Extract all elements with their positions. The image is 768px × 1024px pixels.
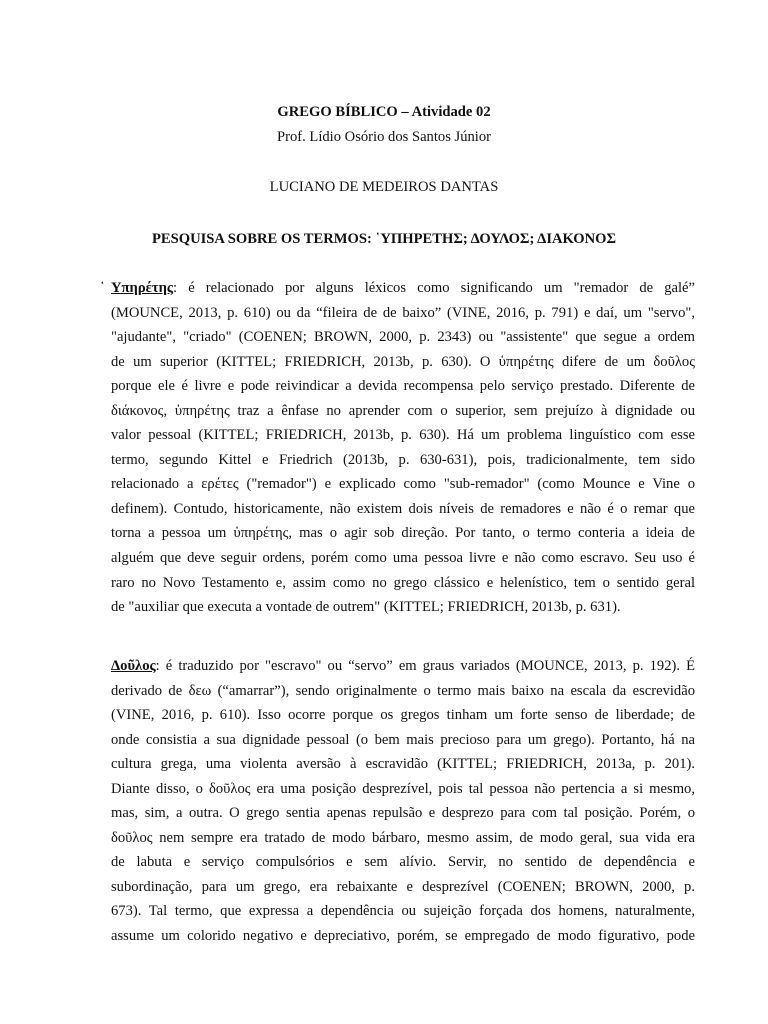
paragraph-line: onde consistia a sua dignidade pessoal (o bem mais precioso para um grego). Portanto, há na bbox=[111, 731, 695, 748]
paragraph-line: valor pessoal (KITTEL; FRIEDRICH, 2013b, p. 630). Há um problema linguístico com esse bbox=[111, 427, 695, 444]
paragraph-line: de um superior (KITTEL; FRIEDRICH, 2013b, p. 630). O ὑπηρέτης difere de um δοῦλος bbox=[111, 353, 695, 370]
paragraph-line: de labuta e serviço compulsórios e sem alívio. Servir, no sentido de dependência e bbox=[111, 854, 695, 871]
rough-breathing-mark: ῾ bbox=[100, 280, 105, 296]
paragraph-line: alguém que deve seguir ordens, porém como uma pessoa livre e não como escravo. Seu uso é bbox=[111, 550, 695, 567]
paragraph-line: (MOUNCE, 2013, p. 610) ou da “fileira de de baixo” (VINE, 2016, p. 791) e daí, um "servo", bbox=[111, 304, 695, 321]
section-hyperetes bbox=[100, 276, 695, 620]
paragraph-line: assume um colorido negativo e depreciativo, porém, se empregado de modo figurativo, pode bbox=[111, 928, 695, 945]
paragraph-line bbox=[100, 276, 695, 301]
paragraph-line: relacionado a ερέτες ("remador") e explicado como "sub-remador" (como Mounce e Vine o bbox=[111, 476, 695, 493]
paragraph-line: mas, sim, a outra. O grego sentia apenas repulsão e desprezo para com tal posição. Porém, o bbox=[111, 805, 695, 822]
paragraph-line: definem). Contudo, historicamente, não existem dois níveis de remadores e não é o remar que bbox=[111, 500, 695, 517]
paragraph-line: subordinação, para um grego, era rebaixante e desprezível (COENEN; BROWN, 2000, p. bbox=[111, 878, 695, 895]
paragraph-line: porque ele é livre e pode reivindicar a devida recompensa pelo serviço prestado. Diferente de bbox=[111, 378, 695, 395]
paragraph-line: raro no Novo Testamento e, assim como no grego clássico e helenístico, tem o sentido geral bbox=[111, 574, 695, 591]
paragraph-line: "ajudante", "criado" (COENEN; BROWN, 2000, p. 2343) ou "assistente" que segue a ordem bbox=[111, 329, 695, 346]
section-doulos bbox=[111, 654, 695, 949]
paragraph-line: 673). Tal termo, que expressa a dependência ou sujeição forçada dos homens, naturalmente, bbox=[111, 903, 695, 920]
paragraph-line: (VINE, 2016, p. 610). Isso ocorre porque os gregos tinham um forte senso de liberdade; de bbox=[111, 707, 695, 724]
paragraph-line bbox=[111, 654, 695, 679]
document-title: GREGO BÍBLICO – Atividade 02 bbox=[277, 104, 491, 120]
student-name: LUCIANO DE MEDEIROS DANTAS bbox=[269, 179, 499, 195]
professor-name: Prof. Lídio Osório dos Santos Júnior bbox=[276, 129, 492, 145]
paragraph-line: derivado de δεω (“amarrar”), sendo originalmente o termo mais baixo na escala da escrevidão bbox=[111, 682, 695, 699]
paragraph-line: διάκονος, ὑπηρέτης traz a ênfase no aprender com o superior, sem prejuízo à dignidade ou bbox=[111, 402, 695, 419]
line-text: : é relacionado por alguns léxicos como significando um "remador de galé” bbox=[173, 280, 695, 296]
paragraph-line: cultura grega, uma violenta aversão à escravidão (KITTEL; FRIEDRICH, 2013a, p. 201). bbox=[111, 756, 695, 773]
line-text: : é traduzido por "escravo" ou “servo” em graus variados (MOUNCE, 2013, p. 192). É bbox=[155, 658, 695, 674]
term-hyperetes: Υπηρέτης bbox=[111, 280, 174, 296]
paragraph-line: torna a pessoa um ὑπηρέτης, mas o agir sob direção. Por tanto, o termo conteria a ideia de bbox=[111, 525, 695, 542]
paragraph-line: Diante disso, o δοῦλος era uma posição desprezível, pois tal pessoa não pertencia a si mesmo, bbox=[111, 780, 695, 797]
research-subtitle: PESQUISA SOBRE OS TERMOS: ῾ΥΠΗΡΕΤΗΣ; ΔΟΥΛΟΣ; ΔΙΑΚΟΝΟΣ bbox=[151, 231, 617, 247]
paragraph-line: δοῦλος nem sempre era tratado de modo bárbaro, mesmo assim, de modo geral, sua vida era bbox=[111, 829, 695, 846]
paragraph-line: de "auxiliar que executa a vontade de outrem" (KITTEL; FRIEDRICH, 2013b, p. 631). bbox=[111, 599, 621, 616]
term-doulos: Δοῦλος bbox=[111, 658, 156, 674]
paragraph-line: termo, segundo Kittel e Friedrich (2013b, p. 630-631), pois, tradicionalmente, tem sido bbox=[111, 451, 695, 468]
